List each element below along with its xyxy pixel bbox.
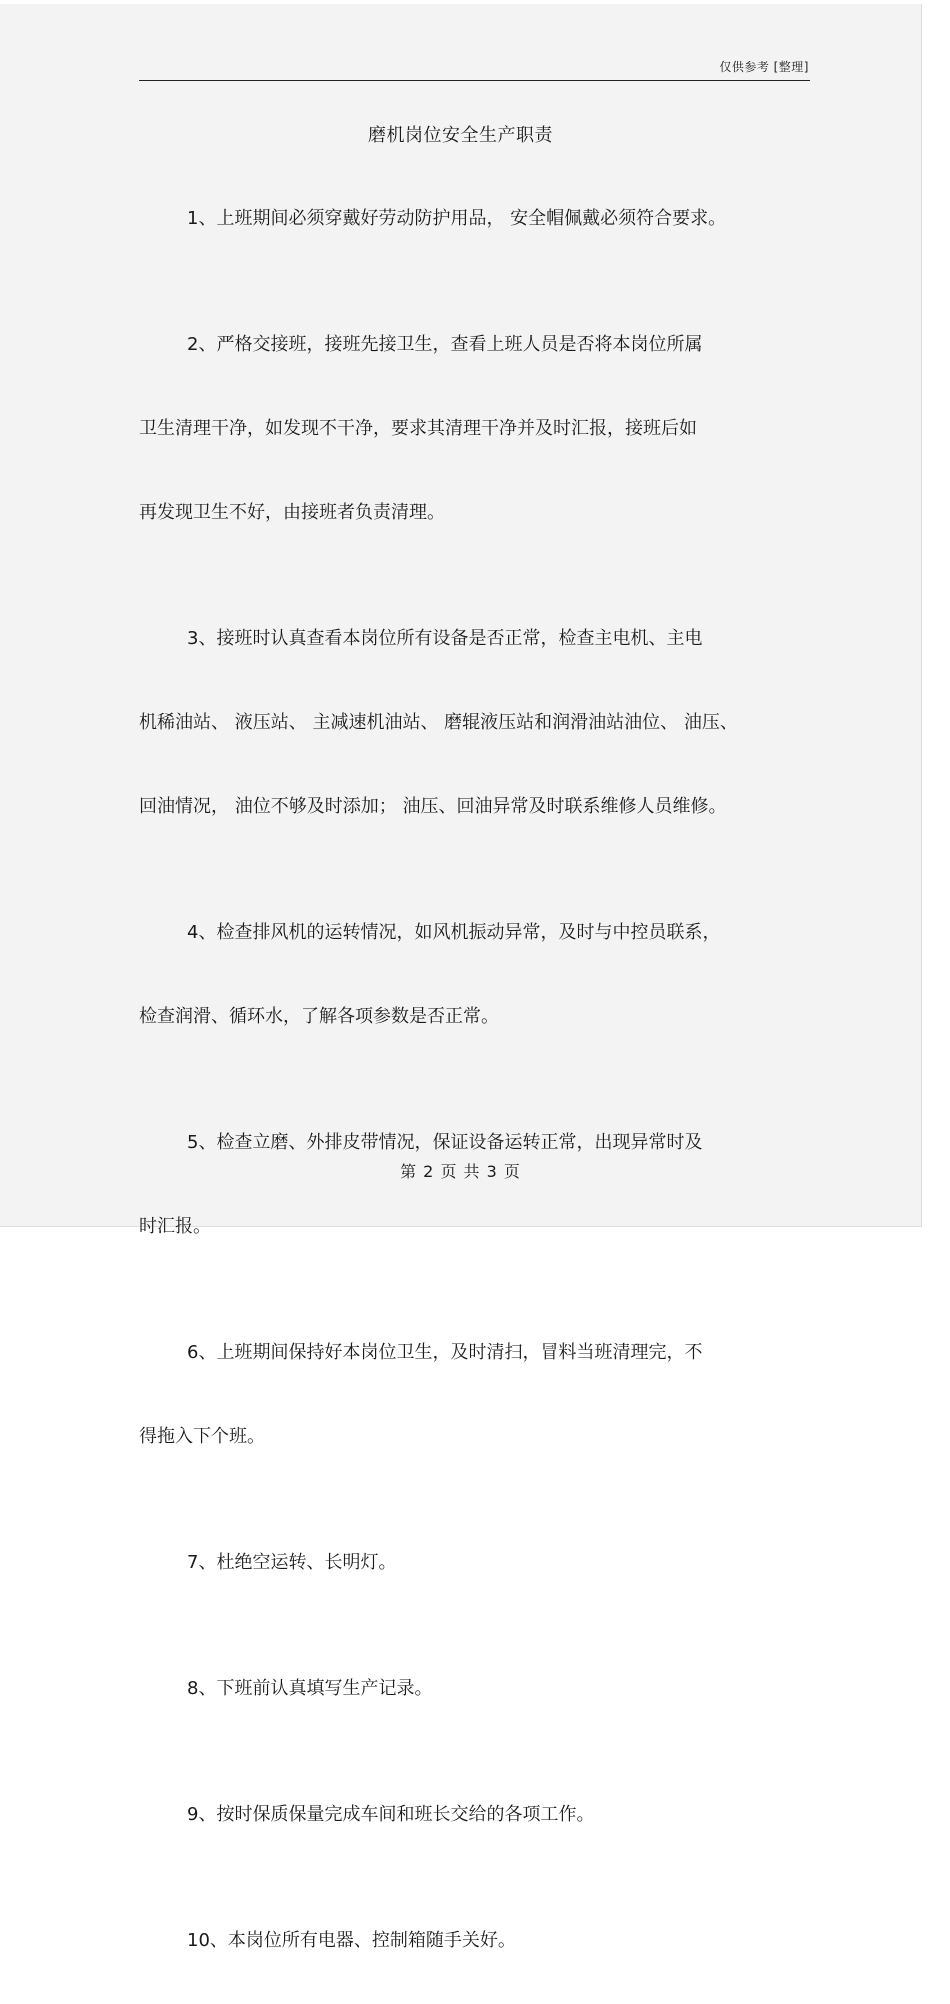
document-page: [0, 4, 922, 1951]
paragraph-line: 检查润滑、循环水，了解各项参数是否正常。: [139, 1006, 499, 1027]
paragraph-line: 回油情况， 油位不够及时添加； 油压、回油异常及时联系维修人员维修。: [139, 796, 727, 817]
paragraph-2: [139, 282, 819, 576]
paragraph-line: 再发现卫生不好，由接班者负责清理。: [139, 502, 445, 523]
paragraph-line: 4、检查排风机的运转情况，如风机振动异常，及时与中控员联系，: [187, 922, 721, 943]
paragraph-6: [139, 1290, 819, 1500]
paragraph-4: [139, 870, 819, 1080]
header-note: 仅供参考 [整理]: [719, 60, 809, 74]
document-body: [139, 156, 819, 2004]
document-title: 磨机岗位安全生产职责: [368, 125, 553, 146]
paragraph-line: 卫生清理干净，如发现不干净，要求其清理干净并及时汇报，接班后如: [139, 418, 697, 439]
paragraph-line: 得拖入下个班。: [139, 1426, 265, 1447]
page-number: 第 2 页 共 3 页: [400, 1162, 521, 1181]
paragraph-5: [139, 1080, 819, 1290]
paragraph-10: [139, 1878, 819, 2004]
paragraph-line: 6、上班期间保持好本岗位卫生，及时清扫，冒料当班清理完，不: [187, 1342, 703, 1363]
paragraph-9: [139, 1752, 819, 1878]
paragraph-line: 时汇报。: [139, 1216, 211, 1237]
paragraph-1: [139, 156, 819, 282]
paragraph-line: 10、本岗位所有电器、控制箱随手关好。: [187, 1930, 516, 1951]
paragraph-line: 2、严格交接班，接班先接卫生，查看上班人员是否将本岗位所属: [187, 334, 703, 355]
paragraph-7: [139, 1500, 819, 1626]
paragraph-line: 7、杜绝空运转、长明灯。: [187, 1552, 397, 1573]
paragraph-line: 机稀油站、 液压站、 主减速机油站、 磨辊液压站和润滑油站油位、 油压、: [139, 712, 738, 733]
header-rule: [139, 80, 810, 81]
paragraph-line: 1、上班期间必须穿戴好劳动防护用品， 安全帽佩戴必须符合要求。: [187, 208, 727, 229]
paragraph-line: 5、检查立磨、外排皮带情况，保证设备运转正常，出现异常时及: [187, 1132, 703, 1153]
paragraph-line: 9、按时保质保量完成车间和班长交给的各项工作。: [187, 1804, 595, 1825]
paragraph-line: 3、接班时认真查看本岗位所有设备是否正常，检查主电机、主电: [187, 628, 703, 649]
paragraph-8: [139, 1626, 819, 1752]
paragraph-3: [139, 576, 819, 870]
paragraph-line: 8、下班前认真填写生产记录。: [187, 1678, 433, 1699]
